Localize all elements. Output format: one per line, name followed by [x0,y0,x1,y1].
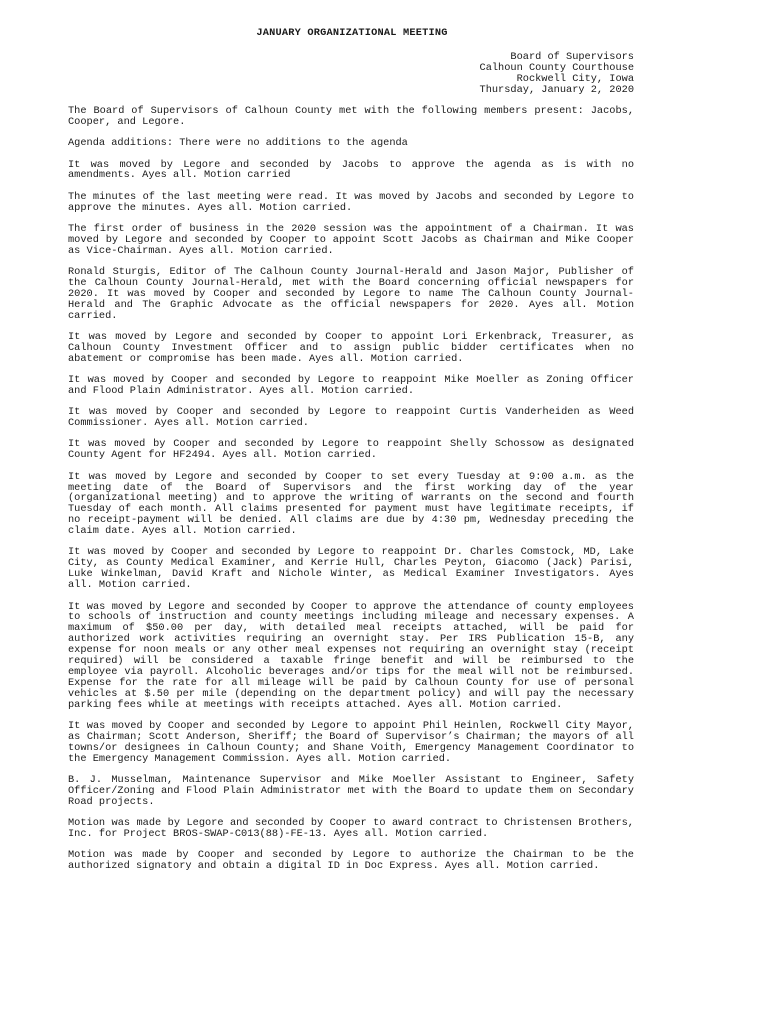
header-address [480,52,634,96]
paragraph-employee-expenses: It was moved by Legore and seconded by Cooper to approve the attendance of county employees to schools of instruction and county meetings including mileage and necessary expenses. A maximum of $50.00 per day, with detailed meal receipts attached, will be paid for authorized work activities requiring an overnight stay. Per IRS Publication 15-B, any expense for noon meals or any other meal expenses not requiring an overnight stay (receipt required) will be considered a taxable fringe benefit and will be reimbursed to the employee via payroll. Alcoholic beverages and/or tips for the meal will not be reimbursed. Expense for the rate for all mileage will be paid by Calhoun County for use of personal vehicles at $.50 per mile (depending on the department policy) and will pay the necessary parking fees while at meetings with receipts attached. Ayes all. Motion carried. [68,600,634,711]
paragraph-county-agent: It was moved by Cooper and seconded by Legore to reappoint Shelly Schossow as designated County Agent for HF2494. Ayes all. Motion carried. [68,438,634,462]
paragraph-official-newspapers: Ronald Sturgis, Editor of The Calhoun County Journal-Herald and Jason Major, Publisher of the Calhoun County Journal-Herald, met with the Board concerning official newspapers for 2020. It was moved by Cooper and seconded by Legore to name The Calhoun County Journal-Herald and The Graphic Advocate as the official newspapers for 2020. Ayes all. Motion carried. [68,266,634,322]
minutes-body [68,106,634,882]
paragraph-approve-agenda: It was moved by Legore and seconded by Jacobs to approve the agenda as is with no amendments. Ayes all. Motion carried [68,158,634,182]
paragraph-agenda-additions: Agenda additions: There were no additions to the agenda [68,137,408,150]
paragraph-doc-express: Motion was made by Cooper and seconded by Legore to authorize the Chairman to be the authorized signatory and obtain a digital ID in Doc Express. Ayes all. Motion carried. [68,849,634,873]
paragraph-investment-officer: It was moved by Legore and seconded by Cooper to appoint Lori Erkenbrack, Treasurer, as Calhoun County Investment Officer and to assign public bidder certificates when no abatement or compromise has been made. Ayes all. Motion carried. [68,330,634,365]
paragraph-award-contract: Motion was made by Legore and seconded by Cooper to award contract to Christensen Brothers, Inc. for Project BROS-SWAP-C013(88)-FE-13. Ayes all. Motion carried. [68,817,634,840]
paragraph-emergency-management: It was moved by Cooper and seconded by Legore to appoint Phil Heinlen, Rockwell City Mayor, as Chairman; Scott Anderson, Sheriff; the Board of Supervisor’s Chairman; the mayors of all towns/or designees in Calhoun County; and Shane Voith, Emergency Management Coordinator to the Emergency Management Commission. Ayes all. Motion carried. [68,719,634,765]
paragraph-zoning-officer: It was moved by Cooper and seconded by Legore to reappoint Mike Moeller as Zoning Officer and Flood Plain Administrator. Ayes all. Motion carried. [68,374,634,397]
paragraph-medical-examiner: It was moved by Cooper and seconded by Legore to reappoint Dr. Charles Comstock, MD, Lake City, as County Medical Examiner, and Kerrie Hull, Charles Peyton, Giacomo (Jack) Parisi, Luke Winkelman, David Kraft and Nichole Winter, as Medical Examiner Investigators. Ayes all. Motion carried. [68,546,634,592]
paragraph-chairman-appointment: The first order of business in the 2020 session was the appointment of a Chairman. It was moved by Legore and seconded by Cooper to appoint Scott Jacobs as Chairman and Mike Cooper as Vice-Chairman. Ayes all. Motion carried. [68,222,634,257]
paragraph-secondary-roads: B. J. Musselman, Maintenance Supervisor and Mike Moeller Assistant to Engineer, Safety Officer/Zoning and Flood Plain Administrator met with the Board to update them on Secondary Road projects. [68,773,634,808]
address-line: Board of Supervisors [510,51,634,63]
address-line: Thursday, January 2, 2020 [479,83,634,96]
document-title: JANUARY ORGANIZATIONAL MEETING [256,27,448,39]
paragraph-members-present: The Board of Supervisors of Calhoun County met with the following members present: Jacobs, Cooper, and Legore. [68,105,634,128]
paragraph-weed-commissioner: It was moved by Cooper and seconded by Legore to reappoint Curtis Vanderheiden as Weed Commissioner. Ayes all. Motion carried. [68,406,634,430]
address-line: Calhoun County Courthouse [479,61,634,74]
address-line: Rockwell City, Iowa [516,72,634,85]
paragraph-meeting-schedule: It was moved by Legore and seconded by Cooper to set every Tuesday at 9:00 a.m. as the meeting date of the Board of Supervisors and the first working day of the year (organizational meeting) and to approve the writing of warrants on the second and fourth Tuesday of each month. All claims presented for payment must have legitimate receipts, if no receipt-payment will be denied. All claims are due by 4:30 pm, Wednesday preceding the claim date. Ayes all. Motion carried. [68,470,634,538]
paragraph-approve-minutes: The minutes of the last meeting were read. It was moved by Jacobs and seconded by Legore to approve the minutes. Ayes all. Motion carried. [68,190,634,214]
